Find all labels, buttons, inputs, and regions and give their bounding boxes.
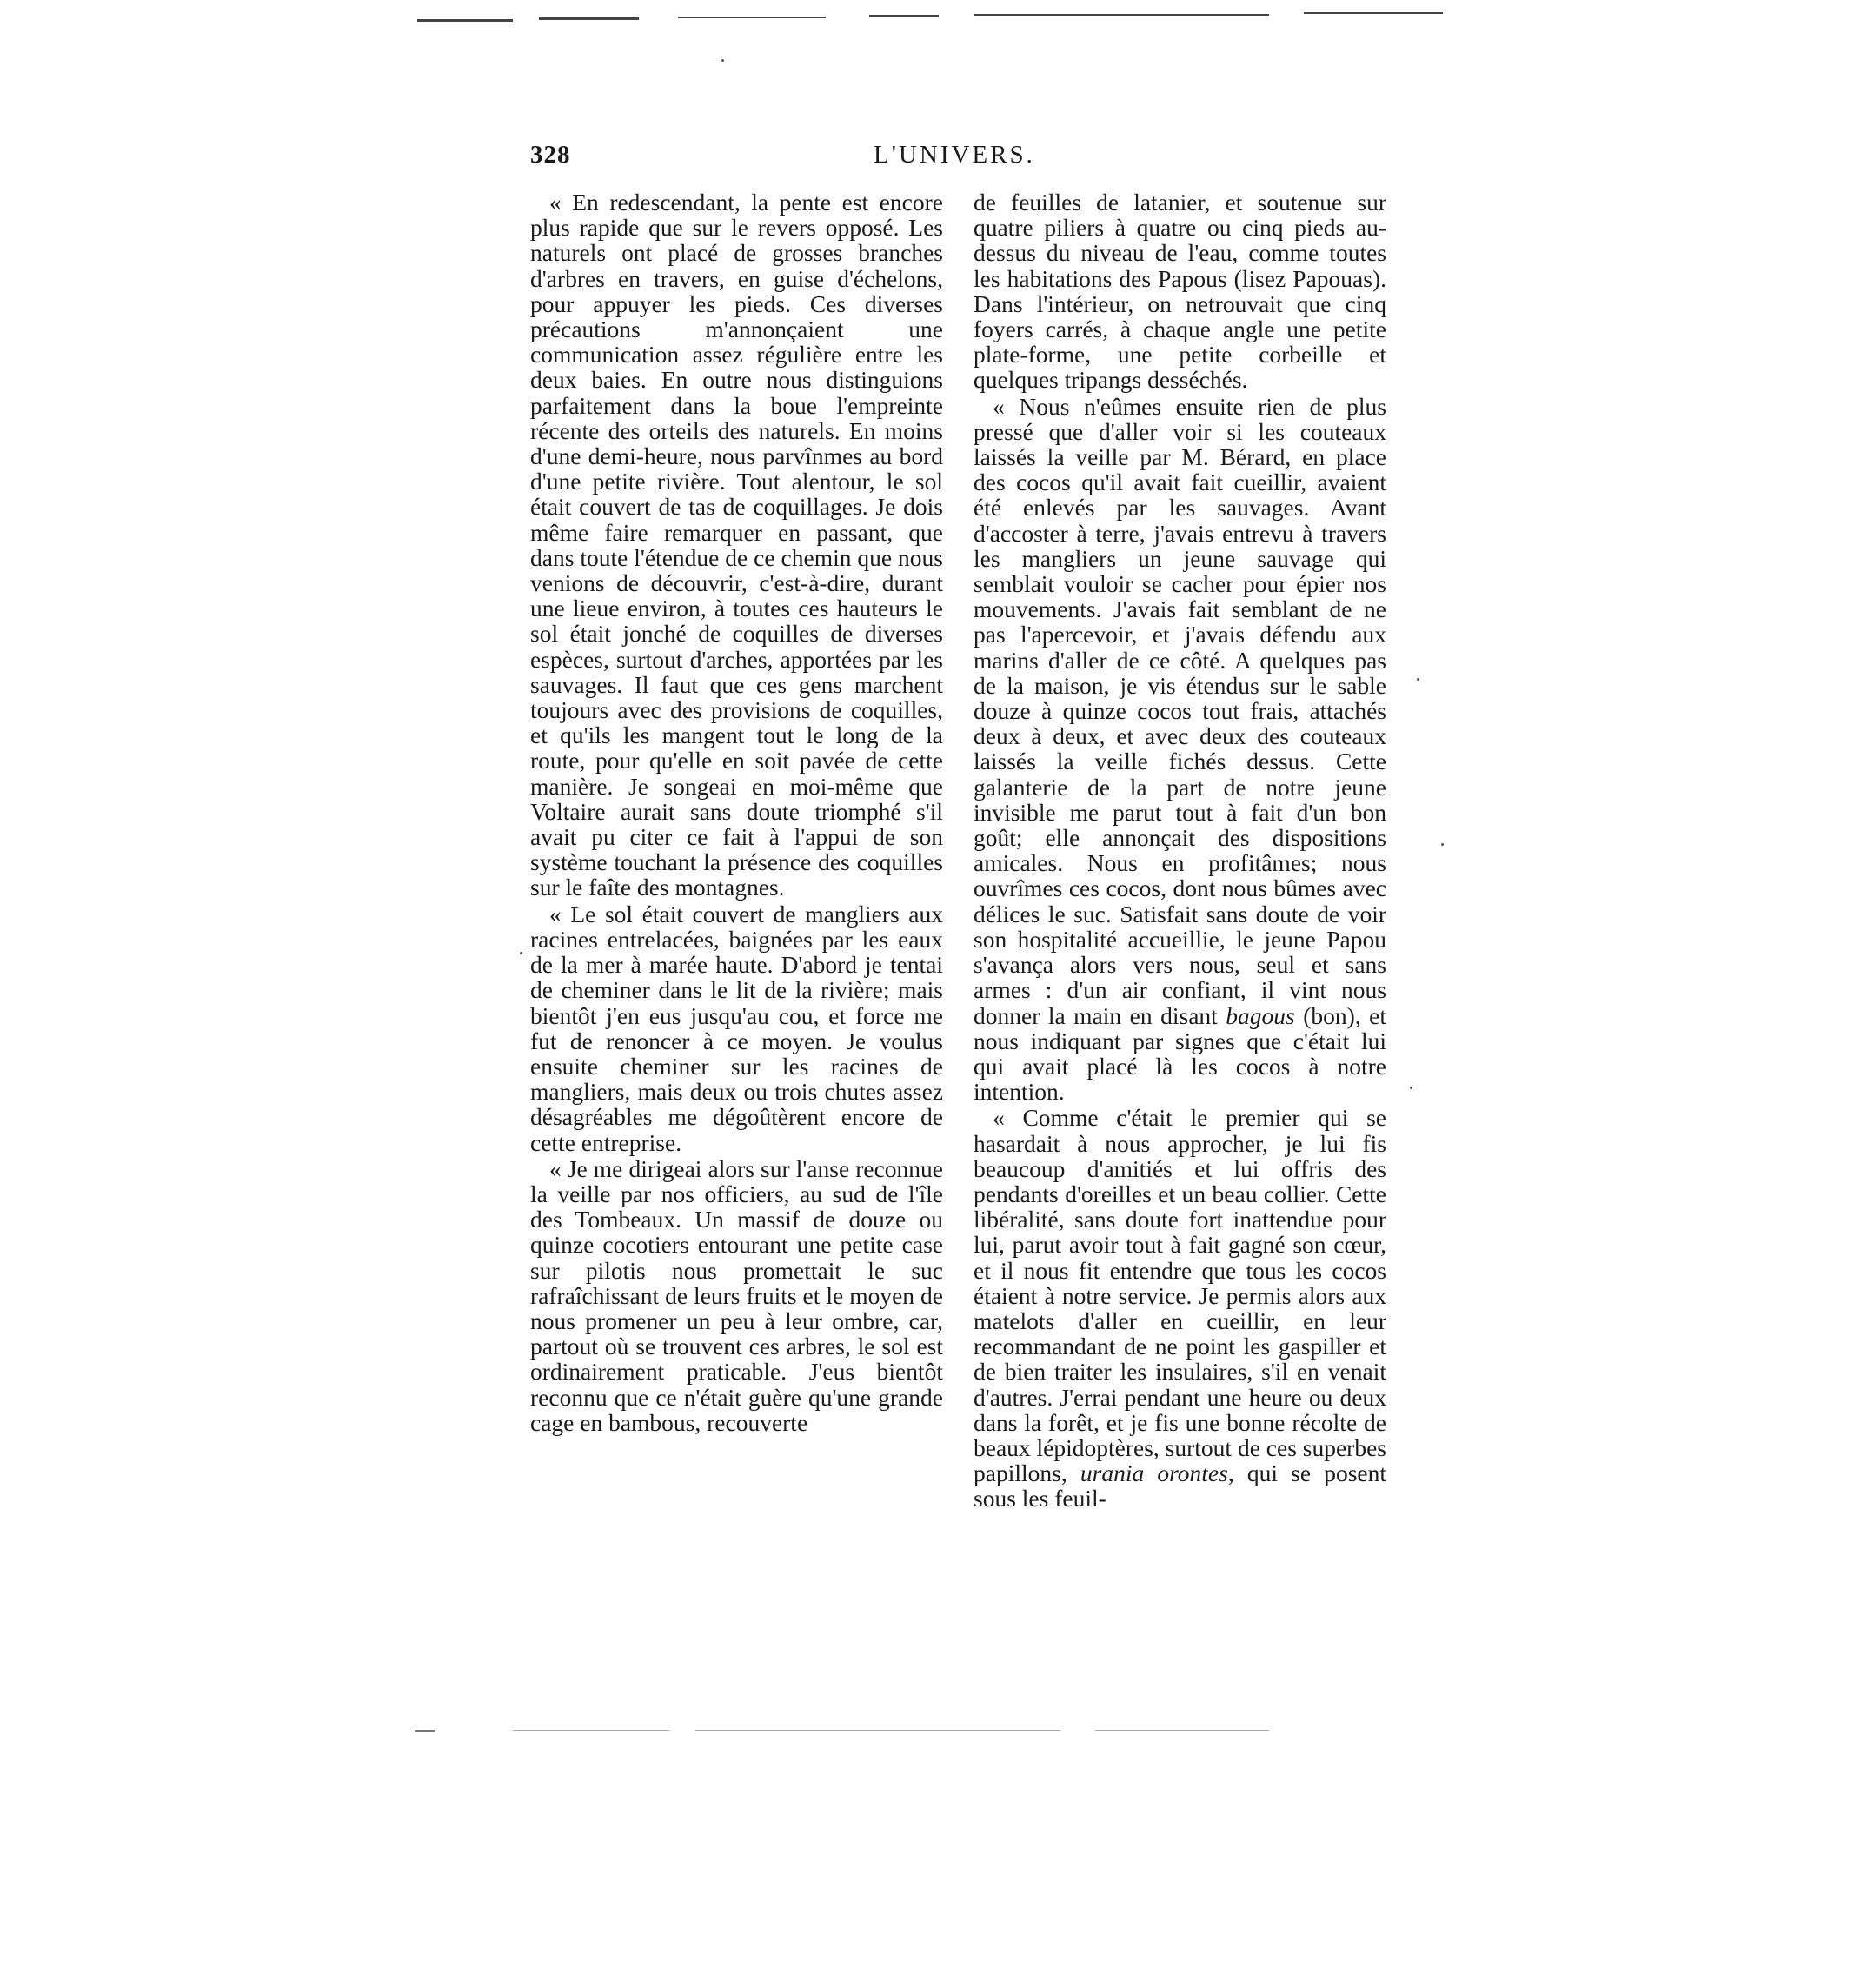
scan-speck: [1441, 843, 1444, 846]
left-paragraph-3: « Je me dirigeai alors sur l'anse reconnue la veille par nos officiers, au sud de l'île des Tombeaux. Un massif de douze ou quinze cocotiers entourant une petite case sur pilotis nous promettait le suc rafraîchissant de leurs fruits et le moyen de nous promener un peu à leur ombre, car, partout où se trouvent ces arbres, le sol est ordinairement praticable. J'eus bientôt reconnu que ce n'était guère qu'une grande cage en bambous, recouverte: [530, 1154, 943, 1436]
scan-top-rule-6: [1304, 12, 1443, 14]
right-paragraph-3-end: , qui se posent sous les feuil-: [974, 1459, 1386, 1513]
left-paragraph-1: « En redescendant, la pente est encore plus rapide que sur le revers opposé. Les naturels ont placé de grosses branches d'arbres en travers, en guise d'échelons, pour appuyer les pieds. Ces diverses précautions m'annonçaient une communication assez régulière entre les deux baies. En outre nous distinguions parfaitement dans la boue l'empreinte récente des orteils des naturels. En moins d'une demi-heure, nous parvînmes au bord d'une petite rivière. Tout alentour, le sol était couvert de tas de coquillages. Je dois même faire remarquer en passant, que dans toute l'étendue de ce chemin que nous venions de découvrir, c'est-à-dire, durant une lieue environ, à toutes ces hauteurs le sol était jonché de coquilles de diverses espèces, surtout d'arches, apportées par les sauvages. Il faut que ces gens marchent toujours avec des provisions de coquilles, et qu'ils les mangent tout le long de la route, pour qu'elle en soit pavée de cette manière. Je songeai en moi-même que Voltaire aurait sans doute triomphé s'il avait pu citer ce fait à l'appui de son système touchant la présence des coquilles sur le faîte des montagnes.: [530, 189, 943, 901]
right-paragraph-3-text: « Comme c'était le premier qui se hasardait à nous approcher, je lui fis beaucoup d'amitiés et lui offris des pendants d'oreilles et un beau collier. Cette libéralité, sans doute fort inattendue pour lui, parut avoir tout à fait gagné son cœur, et il nous fit entendre que tous les cocos étaient à notre service. Je permis alors aux matelots d'aller en cueillir, en leur recommandant de ne point les gaspiller et de bien traiter les insulaires, s'il en venait d'autres. J'errai pendant une heure ou deux dans la forêt, et je fis une bonne récolte de beaux lépidoptères, surtout de ces superbes papillons,: [974, 1104, 1386, 1487]
right-paragraph-3: [974, 1105, 1386, 1511]
scan-top-rule-2: [539, 17, 639, 20]
scan-bottom-rule-3: [695, 1730, 1060, 1731]
scan-top-rule-5: [974, 14, 1269, 16]
italic-word-bagous: bagous: [1226, 1001, 1295, 1029]
scan-bottom-rule-4: [1095, 1730, 1269, 1731]
right-column: [974, 189, 1386, 1512]
italic-species-name: urania orontes: [1080, 1459, 1228, 1487]
scan-top-rule-1: [417, 19, 513, 22]
left-column: [530, 189, 943, 1435]
right-paragraph-1: de feuilles de latanier, et soutenue sur quatre piliers à quatre ou cinq pieds au-dessus du niveau de l'eau, comme toutes les habitations des Papous (lisez Papouas). Dans l'intérieur, on netrouvait que cinq foyers carrés, à chaque angle une petite plate-forme, une petite corbeille et quelques tripangs desséchés.: [974, 189, 1386, 394]
page-header: [530, 141, 1052, 176]
scan-bottom-rule-2: [513, 1730, 669, 1731]
left-paragraph-2: « Le sol était couvert de mangliers aux racines entrelacées, baignées par les eaux de la mer à marée haute. D'abord je tentai de cheminer dans le lit de la rivière; mais bientôt j'en eus jusqu'au cou, et force me fut de renoncer à ce moyen. Je voulus ensuite cheminer sur les racines de mangliers, mais deux ou trois chutes assez désagréables me dégoûtèrent encore de cette entreprise.: [530, 900, 943, 1156]
right-paragraph-2-text: « Nous n'eûmes ensuite rien de plus pressé que d'aller voir si les couteaux laissés la veille par M. Bérard, en place des cocos qu'il avait fait cueillir, avaient été enlevés par les sauvages. Avant d'accoster à terre, j'avais entrevu à travers les mangliers un jeune sauvage qui semblait vouloir se cacher pour épier nos mouvements. J'avais fait semblant de ne pas l'apercevoir, et j'avais défendu aux marins d'aller de ce côté. A quelques pas de la maison, je vis étendus sur le sable douze à quinze cocos tout frais, attachés deux à deux, et avec deux des couteaux laissés la veille fichés dessus. Cette galanterie de la part de notre jeune invisible me parut tout à fait d'un bon goût; elle annonçait des dispositions amicales. Nous en profitâmes; nous ouvrîmes ces cocos, dont nous bûmes avec délices le suc. Satisfait sans doute de voir son hospitalité accueillie, le jeune Papou s'avança alors vers nous, seul et sans armes : d'un air confiant, il vint nous donner la main en disant: [974, 392, 1386, 1029]
scan-speck: [1417, 678, 1419, 681]
page-number: 328: [530, 141, 571, 169]
scan-speck: [520, 952, 522, 954]
scan-top-rule-4: [869, 15, 939, 17]
scan-speck: [721, 59, 724, 62]
right-paragraph-2: [974, 394, 1386, 1105]
scan-bottom-rule-1: [415, 1730, 435, 1732]
right-paragraph-2-end: (bon), et nous indiquant par signes que c'était lui qui avait placé là les cocos à notre intention.: [974, 1001, 1387, 1106]
scan-speck: [1410, 1087, 1412, 1089]
running-title: L'UNIVERS.: [874, 141, 1035, 169]
scan-top-rule-3: [678, 17, 826, 18]
